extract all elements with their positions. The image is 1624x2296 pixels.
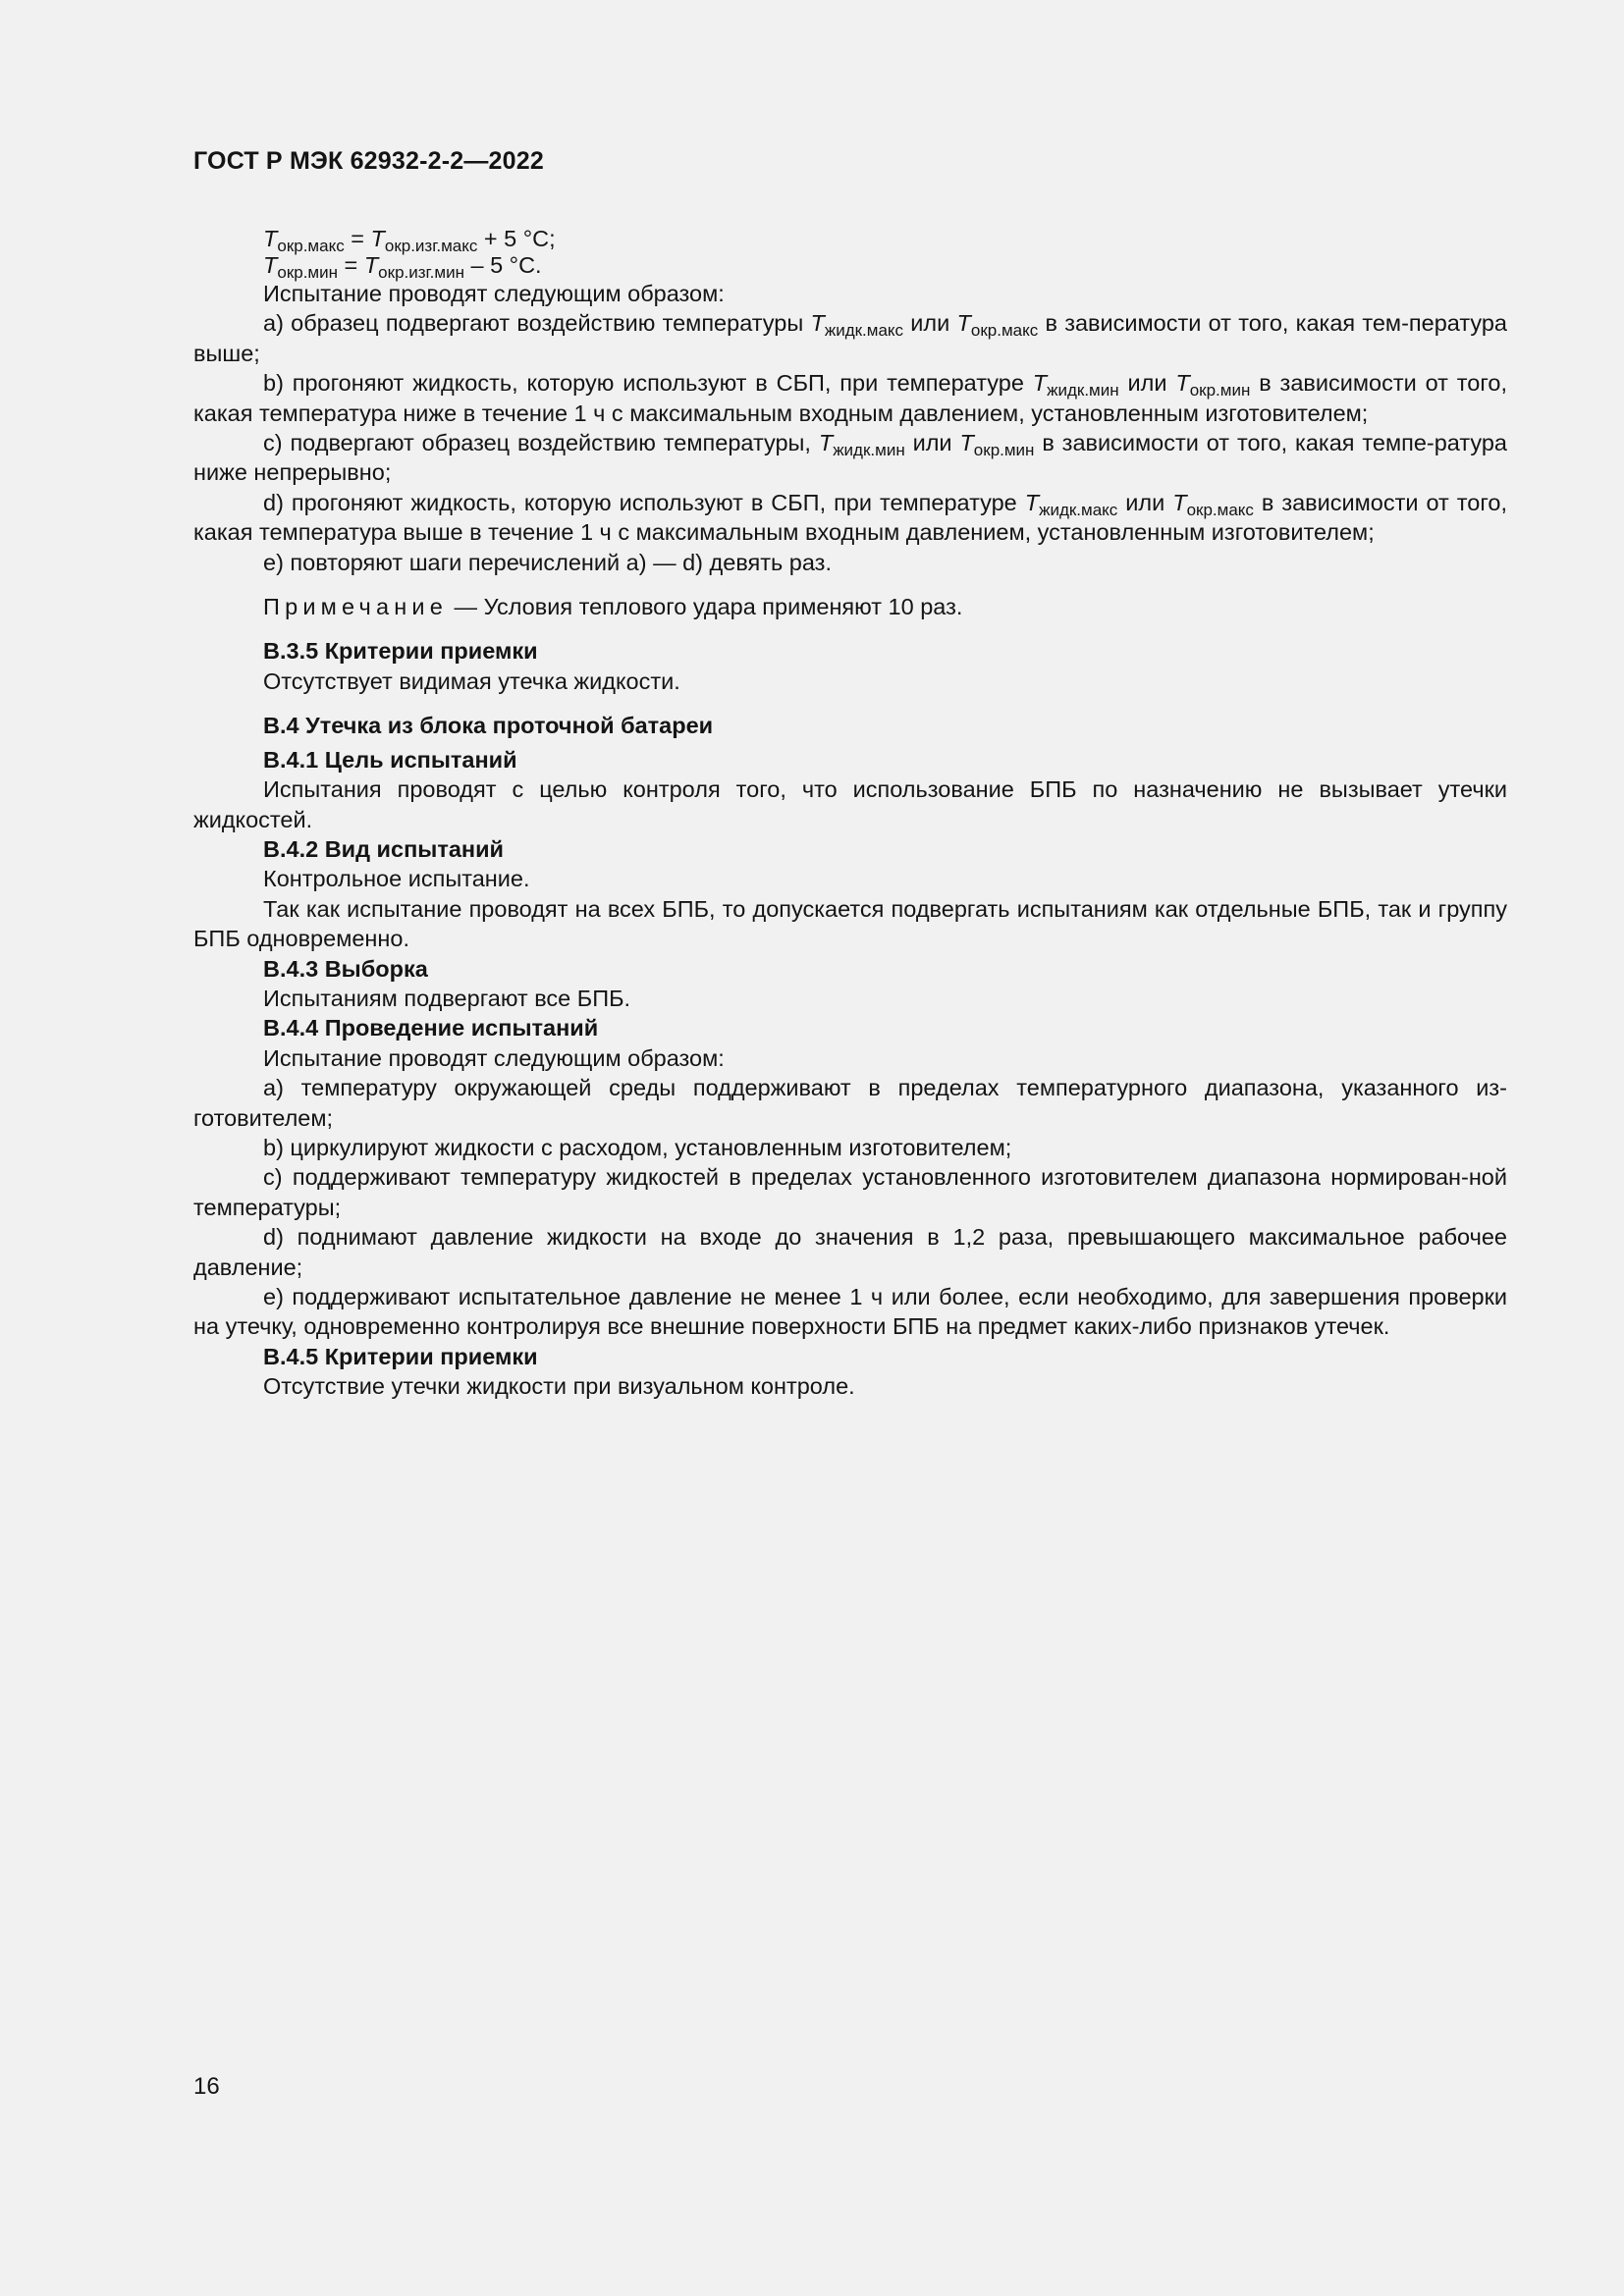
step-d: d) прогоняют жидкость, которую используют в СБП, при температуре $T_{жидк.макс}$ или $T_{окр.макс}$ в зависимости от того, какая температура выше в течение 1 ч с максимальным входным давлением, установленным изготовителем; [193,489,1507,546]
step-e: е) повторяют шаги перечислений а) — d) девять раз. [263,549,832,575]
note [193,592,1507,621]
heading-b45: В.4.5 Критерии приемки [263,1343,538,1369]
heading-b41: В.4.1 Цель испытаний [263,746,517,773]
text-b42-2: Так как испытание проводят на всех БПБ, то допускается подвергать испытаниям как отдельные БПБ, так и группу БПБ одновременно. [193,895,1507,952]
text-b35: Отсутствует видимая утечка жидкости. [263,667,680,694]
step-a: а) образец подвергают воздействию температуры $T_{жидк.макс}$ или $T_{окр.макс}$ в зависимости от того, какая тем-пература выше; [193,310,1507,366]
b44-item-d: d) поднимают давление жидкости на входе до значения в 1,2 раза, превышающего максимальное рабочее давление; [193,1224,1507,1280]
b44-item-e: е) поддерживают испытательное давление не менее 1 ч или более, если необходимо, для завершения проверки на утечку, одновременно контролируя все внешние поверхности БПБ на предмет каких-либо признаков утечек. [193,1284,1507,1340]
text-b44-intro: Испытание проводят следующим образом: [263,1044,725,1071]
heading-b44: В.4.4 Проведение испытаний [263,1015,599,1041]
heading-b4: В.4 Утечка из блока проточной батареи [263,713,714,739]
document-body [193,226,1507,1402]
formula-t-env-min: $T_{окр.мин} = T_{окр.изг.мин} - 5$ °С. [263,252,542,282]
document-header: ГОСТ Р МЭК 62932-2-2—2022 [193,147,544,175]
b44-item-a: а) температуру окружающей среды поддерживают в пределах температурного диапазона, указанного из-готовителем; [193,1075,1507,1131]
step-c: с) подвергают образец воздействию температуры, $T_{жидк.мин}$ или $T_{окр.мин}$ в зависимости от того, какая темпе-ратура ниже непрерывно; [193,430,1507,486]
step-b: b) прогоняют жидкость, которую используют в СБП, при температуре $T_{жидк.мин}$ или $T_{окр.мин}$ в зависимости от того, какая температура ниже в течение 1 ч с максимальным входным давлением, установленным изготовителем; [193,370,1507,426]
note-label: Примечание [263,594,449,620]
text-b45: Отсутствие утечки жидкости при визуальном контроле. [263,1373,855,1400]
heading-b43: В.4.3 Выборка [263,955,428,982]
heading-b42: В.4.2 Вид испытаний [263,835,505,862]
b44-item-c: с) поддерживают температуру жидкостей в пределах установленного изготовителем диапазона нормирован-ной температуры; [193,1164,1507,1220]
b44-item-b: b) циркулируют жидкости с расходом, установленным изготовителем; [263,1134,1012,1160]
text-b43: Испытаниям подвергают все БПБ. [263,985,631,1011]
heading-b35: В.3.5 Критерии приемки [263,638,538,665]
formula-t-env-max: $T_{окр.макс} = T_{окр.изг.макс} + 5$ °С; [263,226,556,255]
text-b41: Испытания проводят с целью контроля того, что использование БПБ по назначению не вызывает утечки жидкостей. [193,776,1507,832]
note-text: — Условия теплового удара применяют 10 раз. [448,594,963,620]
text-b42-1: Контрольное испытание. [263,866,530,892]
page-number: 16 [193,2073,220,2100]
procedure-intro: Испытание проводят следующим образом: [263,281,725,306]
